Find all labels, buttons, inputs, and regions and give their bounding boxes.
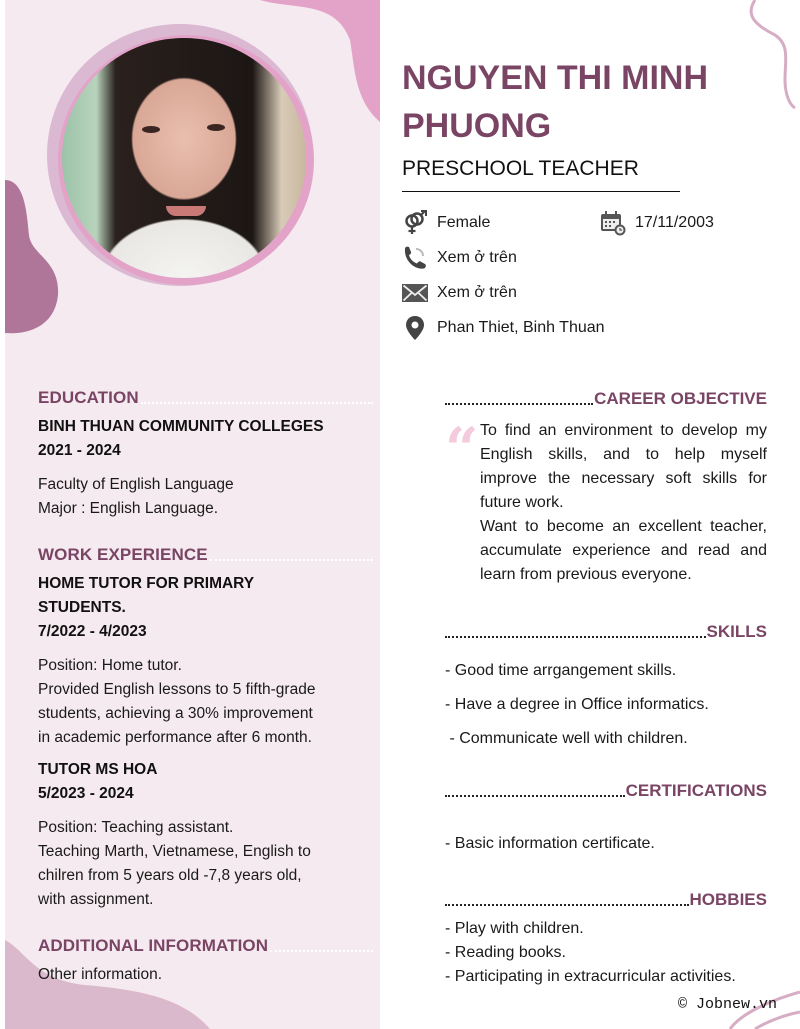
gender-value: Female <box>437 214 491 231</box>
job-line: students, achieving a 30% improvement <box>38 705 313 722</box>
career-objective-heading: CAREER OBJECTIVE <box>445 389 767 409</box>
job-line: Teaching Marth, Vietnamese, English to <box>38 843 311 860</box>
job-line: Provided English lessons to 5 fifth-grade <box>38 681 316 698</box>
hobbies-section <box>445 890 767 989</box>
education-section <box>38 388 373 521</box>
objective-paragraph: Want to become an excellent teacher, accumulate experience and read and learn from previous everyone. <box>480 518 767 583</box>
education-line: Major : English Language. <box>38 500 219 517</box>
avatar <box>62 38 306 278</box>
address-row <box>402 315 605 341</box>
location-pin-icon <box>402 315 428 341</box>
candidate-name: NGUYEN THI MINH PHUONG <box>402 59 708 145</box>
sidebar <box>5 0 380 1029</box>
job-line: in academic performance after 6 month. <box>38 729 312 746</box>
hobby-item: - Play with children. <box>445 920 584 937</box>
work-experience-section <box>38 545 373 912</box>
education-line: Faculty of English Language <box>38 476 234 493</box>
main-content <box>380 0 800 1029</box>
gender-row <box>402 210 490 236</box>
mail-icon <box>402 280 428 306</box>
education-heading: EDUCATION <box>38 388 373 408</box>
job-title-heading: PRESCHOOL TEACHER <box>402 157 680 192</box>
decor-line-top-right <box>745 0 800 110</box>
additional-info-heading: ADDITIONAL INFORMATION <box>38 936 373 956</box>
job-line: chilren from 5 years old -7,8 years old, <box>38 867 302 884</box>
hobbies-heading: HOBBIES <box>445 890 767 910</box>
hobby-item: - Reading books. <box>445 944 566 961</box>
birthday-value: 17/11/2003 <box>635 214 714 231</box>
phone-value: Xem ở trên <box>437 249 517 266</box>
hobby-item: - Participating in extracurricular activities. <box>445 968 736 985</box>
job-line: Position: Home tutor. <box>38 657 182 674</box>
job-title: STUDENTS. <box>38 599 126 616</box>
job-entry <box>38 758 373 912</box>
job-entry <box>38 572 373 750</box>
job-period: 7/2022 - 4/2023 <box>38 623 147 640</box>
gender-icon <box>402 210 428 236</box>
watermark: © Jobnew.vn <box>677 996 777 1013</box>
job-title: TUTOR MS HOA <box>38 761 158 778</box>
education-period: 2021 - 2024 <box>38 442 121 459</box>
objective-paragraph: To find an environment to develop my English skills, and to help myself improve the necessary soft skills for future work. <box>480 422 767 511</box>
certifications-heading: CERTIFICATIONS <box>445 781 767 801</box>
phone-row <box>402 245 517 271</box>
job-line: with assignment. <box>38 891 154 908</box>
career-objective-section <box>445 389 767 599</box>
birthday-row <box>600 210 714 236</box>
job-period: 5/2023 - 2024 <box>38 785 134 802</box>
skill-item: - Communicate well with children. <box>445 730 688 747</box>
job-line: Position: Teaching assistant. <box>38 819 234 836</box>
skill-item: - Have a degree in Office informatics. <box>445 696 709 713</box>
phone-icon <box>402 245 428 271</box>
work-experience-heading: WORK EXPERIENCE <box>38 545 373 565</box>
quote-icon: “ <box>445 415 479 483</box>
skills-section <box>445 622 767 751</box>
additional-info-section <box>38 936 373 987</box>
skills-heading: SKILLS <box>445 622 767 642</box>
address-value: Phan Thiet, Binh Thuan <box>437 319 605 336</box>
email-row <box>402 280 517 306</box>
skill-item: - Good time arrgangement skills. <box>445 662 677 679</box>
certifications-section <box>445 781 767 856</box>
calendar-icon <box>600 210 626 236</box>
additional-info-text: Other information. <box>38 966 163 983</box>
school-name: BINH THUAN COMMUNITY COLLEGES <box>38 418 324 435</box>
job-title: HOME TUTOR FOR PRIMARY <box>38 575 255 592</box>
email-value: Xem ở trên <box>437 284 517 301</box>
certification-item: - Basic information certificate. <box>445 835 655 852</box>
